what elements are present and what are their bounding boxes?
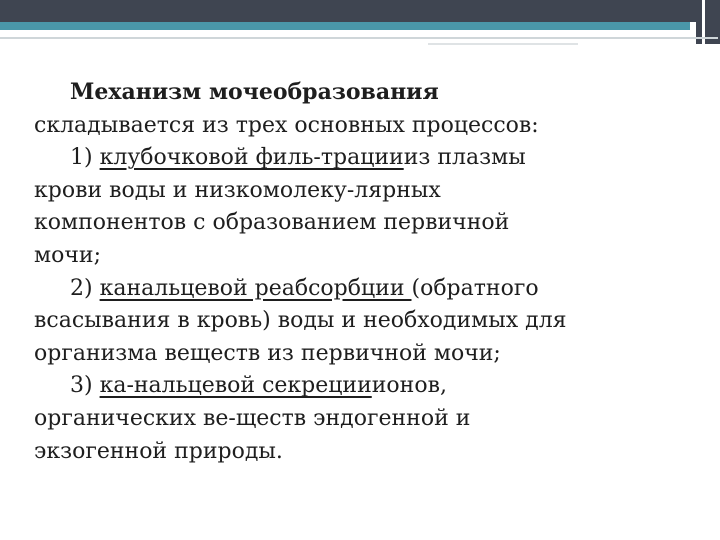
header-bar bbox=[0, 0, 720, 22]
intro-line bbox=[34, 76, 694, 110]
slide-heading: Механизм мочеобразования bbox=[70, 79, 439, 105]
item-number: 1) bbox=[70, 145, 93, 171]
item-number: 2) bbox=[70, 275, 93, 301]
accent-stripe bbox=[0, 22, 690, 30]
divider-line-short bbox=[428, 43, 578, 45]
list-item-1: 1) клубочковой филь-трациииз плазмы bbox=[70, 145, 526, 171]
list-item-3: 3) ка-нальцевой секрецииионов, bbox=[70, 373, 447, 399]
intro-rest: складывается из трех основных процессов: bbox=[34, 112, 539, 138]
term-secretion: ка-нальцевой секреции bbox=[99, 373, 372, 399]
slide-body: Механизм мочеобразования складывается из трех основных процессов: 1) клубочковой филь-трациииз плазмы крови воды и низкомолеку-лярных компонентов с образованием первичной мочи; 2) канальцевой реабсорбции (обратного всасывания в кровь) воды и необходимых для организма веществ из первичной мочи; 3) ка-нальцевой секрецииионов, органических ве-ществ эндогенной и экзогенной природы. bbox=[34, 76, 694, 468]
term-filtration: клубочковой филь-трации bbox=[99, 145, 404, 171]
divider-line bbox=[0, 37, 718, 39]
item-number: 3) bbox=[70, 373, 93, 399]
list-item-2: 2) канальцевой реабсорбции (обратного bbox=[70, 275, 539, 301]
term-reabsorption: канальцевой реабсорбции bbox=[99, 275, 412, 301]
